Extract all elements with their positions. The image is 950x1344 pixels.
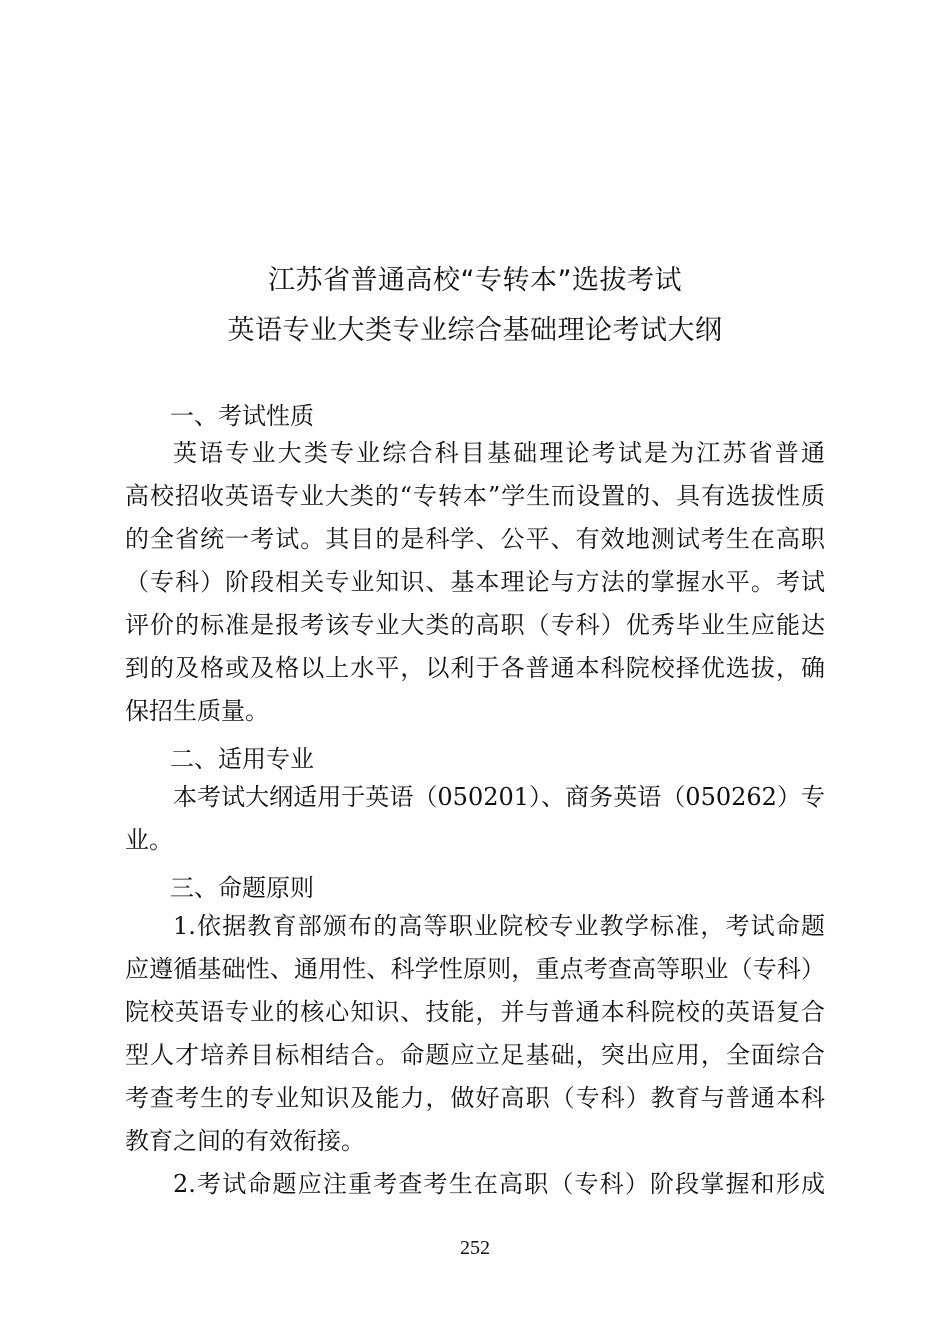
paragraph-line: 的全省统一考试。其目的是科学、公平、有效地测试考生在高职 (125, 525, 825, 553)
document-title-line-2: 英语专业大类专业综合基础理论考试大纲 (227, 315, 723, 346)
paragraph-line: 应遵循基础性、通用性、科学性原则，重点考查高等职业（专科） (125, 955, 825, 983)
paragraph-line: 教育之间的有效衔接。 (125, 1127, 365, 1155)
paragraph-line: 本考试大纲适用于英语（050201）、商务英语（050262）专 (173, 783, 825, 811)
paragraph-line: 保招生质量。 (125, 697, 269, 725)
paragraph-line: （专科）阶段相关专业知识、基本理论与方法的掌握水平。考试 (125, 568, 825, 596)
paragraph-line: 2.考试命题应注重考查考生在高职（专科）阶段掌握和形成 (173, 1170, 825, 1198)
paragraph-line: 1.依据教育部颁布的高等职业院校专业教学标准，考试命题 (173, 912, 825, 940)
section-heading-applicable-majors: 二、适用专业 (170, 745, 314, 773)
paragraph-line: 业。 (125, 826, 173, 854)
paragraph-line: 高校招收英语专业大类的“专转本”学生而设置的、具有选拔性质 (125, 482, 825, 510)
section-heading-principles: 三、命题原则 (170, 874, 314, 902)
document-title-line-1: 江苏省普通高校“专转本”选拔考试 (268, 265, 682, 296)
paragraph-line: 评价的标准是报考该专业大类的高职（专科）优秀毕业生应能达 (125, 611, 825, 639)
paragraph-line: 院校英语专业的核心知识、技能，并与普通本科院校的英语复合 (125, 998, 825, 1026)
paragraph-line: 到的及格或及格以上水平，以利于各普通本科院校择优选拔，确 (125, 654, 825, 682)
paragraph-line: 型人才培养目标相结合。命题应立足基础，突出应用，全面综合 (125, 1041, 825, 1069)
section-heading-exam-nature: 一、考试性质 (170, 402, 314, 430)
page-number: 252 (460, 1237, 490, 1259)
paragraph-line: 英语专业大类专业综合科目基础理论考试是为江苏省普通 (173, 439, 825, 467)
paragraph-line: 考查考生的专业知识及能力，做好高职（专科）教育与普通本科 (125, 1084, 825, 1112)
